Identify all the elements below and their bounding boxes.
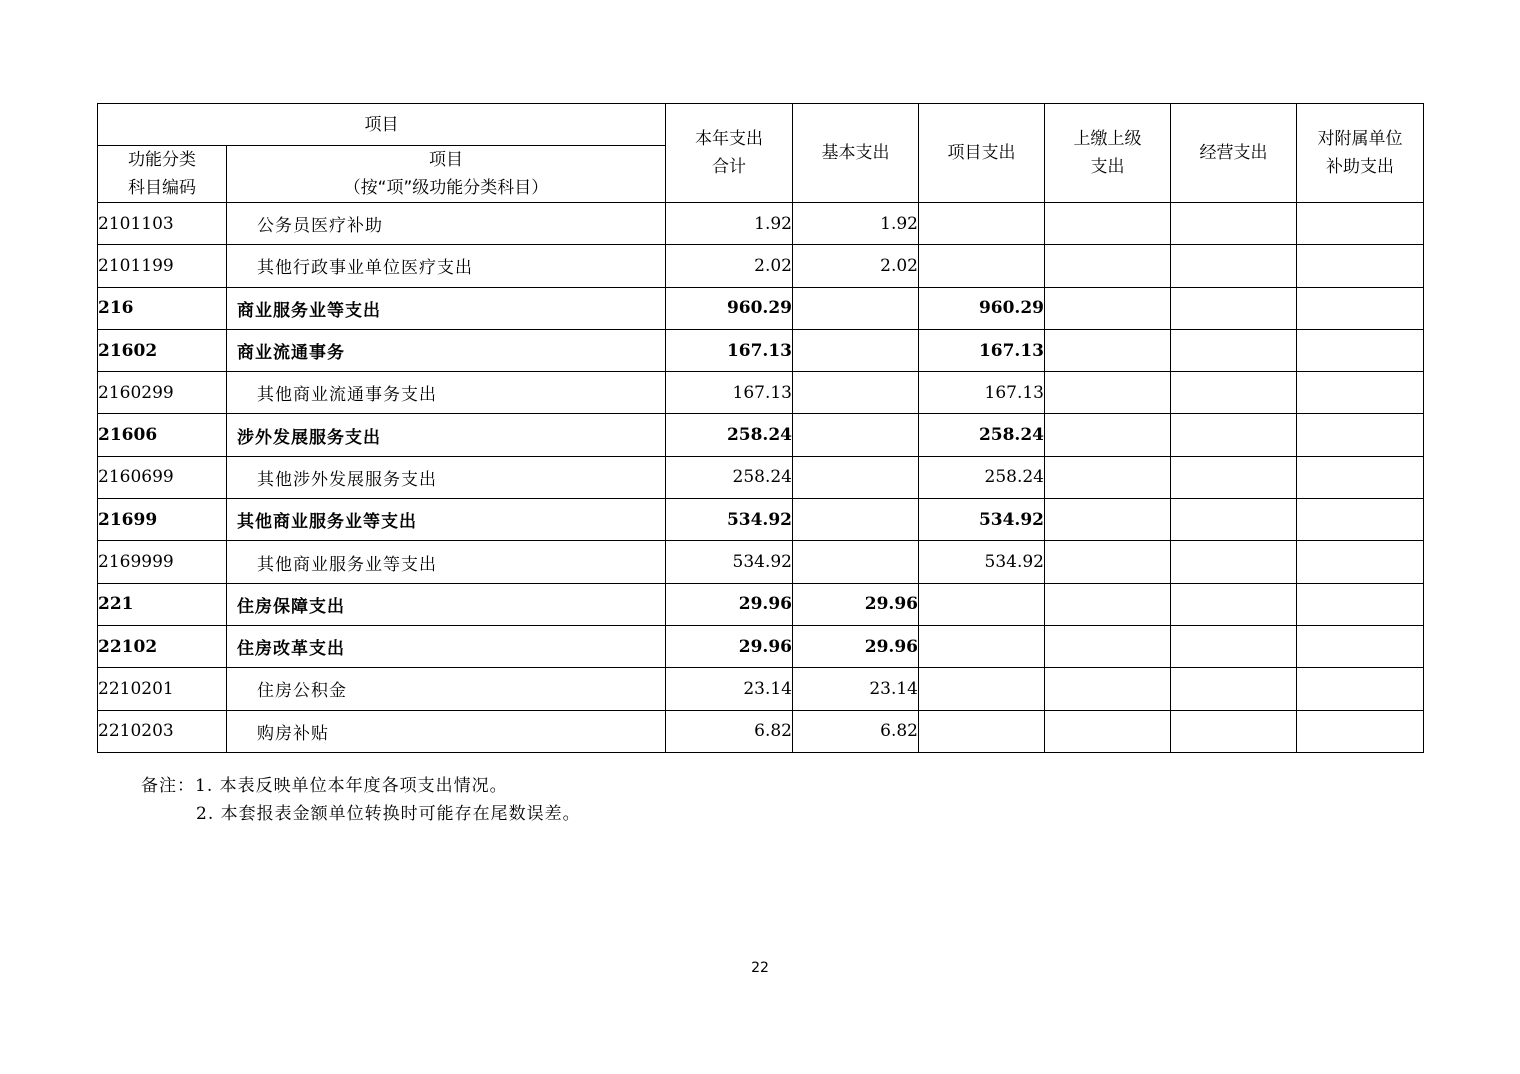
cell-code: 21606	[98, 414, 227, 456]
cell-upper	[1045, 245, 1171, 287]
cell-upper	[1045, 499, 1171, 541]
header-name-line2: （按“项”级功能分类科目）	[343, 178, 549, 198]
header-subsidy-line2: 补助支出	[1326, 157, 1394, 177]
cell-basic: 6.82	[793, 710, 919, 752]
cell-total: 23.14	[666, 668, 793, 710]
expenditure-table	[97, 103, 1424, 753]
header-total-line2: 合计	[712, 157, 746, 177]
header-upper-line2: 支出	[1090, 157, 1125, 177]
cell-project: 258.24	[919, 414, 1045, 456]
cell-project	[919, 203, 1045, 245]
cell-total: 167.13	[666, 329, 793, 371]
cell-upper	[1045, 414, 1171, 456]
cell-basic: 29.96	[793, 583, 919, 625]
cell-code: 2101199	[98, 245, 227, 287]
cell-project: 534.92	[919, 499, 1045, 541]
cell-name: 其他商业服务业等支出	[227, 541, 666, 583]
cell-name: 住房改革支出	[227, 625, 666, 667]
cell-subsidy	[1297, 456, 1424, 498]
header-code-line2: 科目编码	[128, 178, 196, 198]
table-row	[98, 245, 1424, 287]
cell-total: 534.92	[666, 541, 793, 583]
header-name	[227, 146, 666, 203]
cell-code: 216	[98, 287, 227, 329]
cell-operating	[1171, 414, 1297, 456]
header-item-group: 项目	[98, 104, 666, 146]
header-code-line1: 功能分类	[128, 150, 196, 170]
cell-code: 2101103	[98, 203, 227, 245]
cell-project	[919, 625, 1045, 667]
cell-subsidy	[1297, 710, 1424, 752]
header-name-line1: 项目	[429, 150, 463, 170]
cell-operating	[1171, 710, 1297, 752]
cell-upper	[1045, 372, 1171, 414]
cell-subsidy	[1297, 414, 1424, 456]
cell-subsidy	[1297, 329, 1424, 371]
header-basic: 基本支出	[793, 104, 919, 203]
cell-operating	[1171, 668, 1297, 710]
note-line-2: 2. 本套报表金额单位转换时可能存在尾数误差。	[196, 804, 581, 824]
table-body	[98, 203, 1424, 753]
cell-code: 2160699	[98, 456, 227, 498]
header-upper-line1: 上缴上级	[1073, 129, 1142, 149]
cell-code: 2160299	[98, 372, 227, 414]
cell-upper	[1045, 625, 1171, 667]
table-row	[98, 414, 1424, 456]
cell-subsidy	[1297, 245, 1424, 287]
cell-total: 167.13	[666, 372, 793, 414]
cell-basic	[793, 287, 919, 329]
header-code	[98, 146, 227, 203]
header-total-line1: 本年支出	[695, 129, 763, 149]
cell-total: 6.82	[666, 710, 793, 752]
cell-total: 29.96	[666, 625, 793, 667]
cell-code: 2210201	[98, 668, 227, 710]
cell-total: 29.96	[666, 583, 793, 625]
cell-basic	[793, 329, 919, 371]
cell-basic	[793, 372, 919, 414]
cell-project: 534.92	[919, 541, 1045, 583]
cell-total: 1.92	[666, 203, 793, 245]
table-header	[98, 104, 1424, 203]
table-row	[98, 287, 1424, 329]
cell-subsidy	[1297, 583, 1424, 625]
header-total	[666, 104, 793, 203]
header-upper	[1045, 104, 1171, 203]
cell-project	[919, 710, 1045, 752]
table-row	[98, 456, 1424, 498]
cell-project	[919, 245, 1045, 287]
table-row	[98, 668, 1424, 710]
cell-total: 534.92	[666, 499, 793, 541]
cell-code: 2169999	[98, 541, 227, 583]
page-number: 22	[751, 960, 769, 976]
cell-subsidy	[1297, 499, 1424, 541]
cell-code: 2210203	[98, 710, 227, 752]
table-row	[98, 541, 1424, 583]
cell-upper	[1045, 583, 1171, 625]
cell-operating	[1171, 625, 1297, 667]
table-row	[98, 583, 1424, 625]
cell-name: 住房公积金	[227, 668, 666, 710]
cell-name: 其他商业服务业等支出	[227, 499, 666, 541]
cell-upper	[1045, 541, 1171, 583]
cell-project: 258.24	[919, 456, 1045, 498]
cell-name: 公务员医疗补助	[227, 203, 666, 245]
cell-upper	[1045, 287, 1171, 329]
cell-name: 商业服务业等支出	[227, 287, 666, 329]
cell-operating	[1171, 203, 1297, 245]
cell-project: 960.29	[919, 287, 1045, 329]
cell-name: 涉外发展服务支出	[227, 414, 666, 456]
header-subsidy	[1297, 104, 1424, 203]
cell-basic: 23.14	[793, 668, 919, 710]
cell-code: 21602	[98, 329, 227, 371]
cell-operating	[1171, 456, 1297, 498]
cell-name: 其他商业流通事务支出	[227, 372, 666, 414]
cell-total: 2.02	[666, 245, 793, 287]
header-operating: 经营支出	[1171, 104, 1297, 203]
cell-operating	[1171, 583, 1297, 625]
cell-subsidy	[1297, 625, 1424, 667]
cell-name: 其他涉外发展服务支出	[227, 456, 666, 498]
cell-project: 167.13	[919, 372, 1045, 414]
header-subsidy-line1: 对附属单位	[1317, 129, 1403, 149]
cell-project: 167.13	[919, 329, 1045, 371]
cell-upper	[1045, 668, 1171, 710]
cell-upper	[1045, 329, 1171, 371]
cell-project	[919, 583, 1045, 625]
table-row	[98, 499, 1424, 541]
notes	[141, 772, 581, 828]
cell-total: 258.24	[666, 414, 793, 456]
cell-subsidy	[1297, 668, 1424, 710]
table-row	[98, 625, 1424, 667]
cell-operating	[1171, 245, 1297, 287]
cell-operating	[1171, 541, 1297, 583]
cell-basic	[793, 499, 919, 541]
cell-total: 960.29	[666, 287, 793, 329]
table-row	[98, 710, 1424, 752]
cell-basic	[793, 541, 919, 583]
cell-name: 商业流通事务	[227, 329, 666, 371]
cell-project	[919, 668, 1045, 710]
note-line-1: 备注：1. 本表反映单位本年度各项支出情况。	[141, 776, 508, 796]
cell-subsidy	[1297, 372, 1424, 414]
cell-subsidy	[1297, 541, 1424, 583]
cell-total: 258.24	[666, 456, 793, 498]
cell-basic: 1.92	[793, 203, 919, 245]
cell-code: 22102	[98, 625, 227, 667]
cell-name: 其他行政事业单位医疗支出	[227, 245, 666, 287]
cell-basic: 2.02	[793, 245, 919, 287]
cell-operating	[1171, 499, 1297, 541]
cell-basic	[793, 414, 919, 456]
cell-upper	[1045, 203, 1171, 245]
table-row	[98, 329, 1424, 371]
cell-subsidy	[1297, 203, 1424, 245]
table-row	[98, 203, 1424, 245]
table-row	[98, 372, 1424, 414]
cell-name: 购房补贴	[227, 710, 666, 752]
cell-upper	[1045, 710, 1171, 752]
cell-operating	[1171, 329, 1297, 371]
cell-code: 21699	[98, 499, 227, 541]
cell-operating	[1171, 372, 1297, 414]
cell-basic	[793, 456, 919, 498]
cell-subsidy	[1297, 287, 1424, 329]
header-project: 项目支出	[919, 104, 1045, 203]
cell-basic: 29.96	[793, 625, 919, 667]
cell-code: 221	[98, 583, 227, 625]
cell-name: 住房保障支出	[227, 583, 666, 625]
cell-upper	[1045, 456, 1171, 498]
cell-operating	[1171, 287, 1297, 329]
